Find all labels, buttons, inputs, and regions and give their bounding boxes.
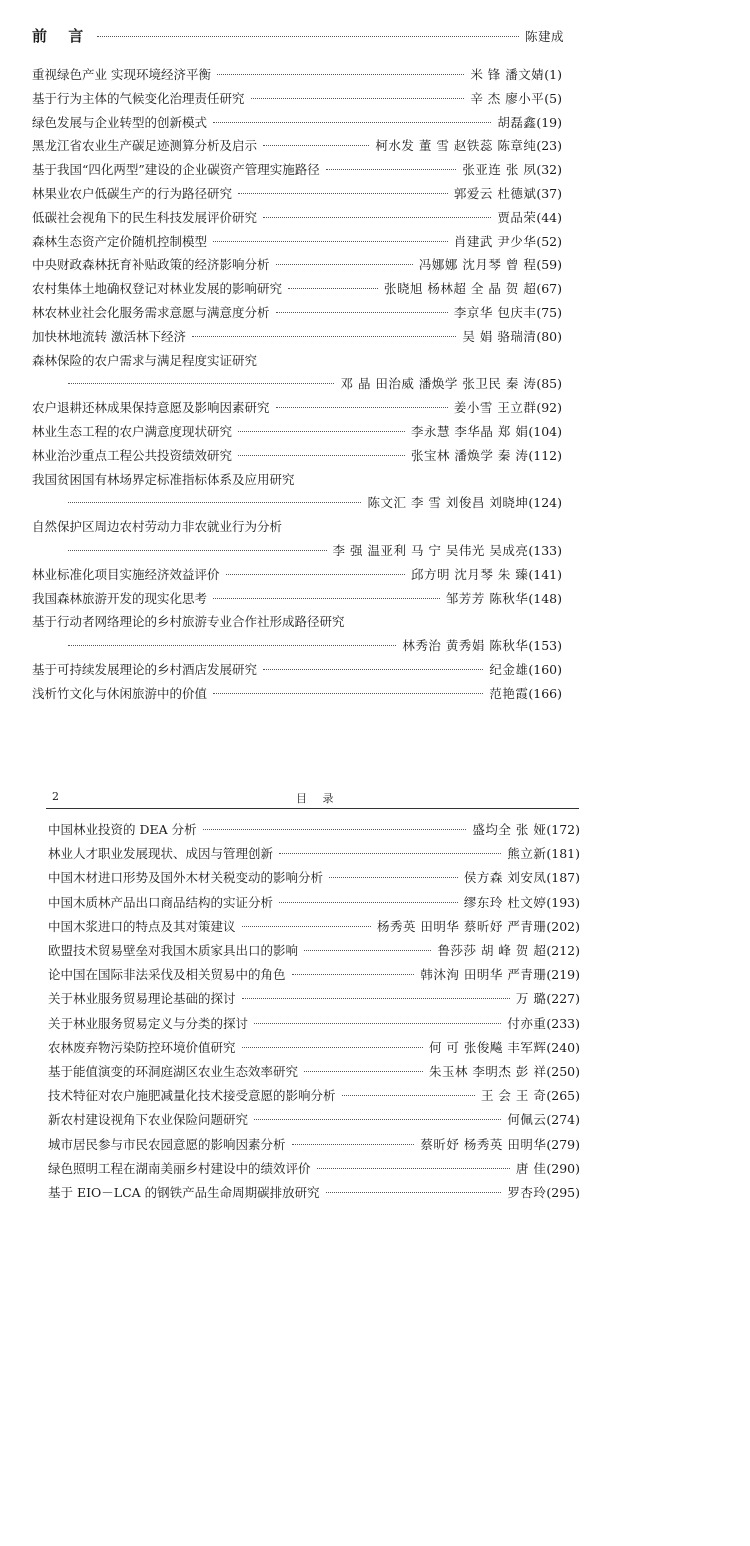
entry-page: (202) [546,918,580,934]
leader-dots [68,383,334,384]
leader-dots [97,36,519,37]
toc-entry[interactable] [48,893,580,913]
entry-authors: 付亦重 [507,1015,547,1031]
entry-page: (265) [546,1088,580,1104]
entry-authors: 鲁莎莎 胡 峰 贺 超 [437,943,547,958]
entry-page: (274) [546,1112,580,1128]
leader-dots [242,926,371,927]
entry-authors: 柯水发 董 雪 赵铁蕊 陈章纯 [375,138,537,154]
entry-page: (85) [536,376,562,392]
toc-entry[interactable] [32,517,562,537]
entry-authors: 唐 佳 [515,1160,547,1176]
leader-dots [68,550,327,551]
entry-page: (124) [528,495,562,511]
entry-page: (240) [546,1039,580,1055]
leader-dots [68,645,396,646]
entry-page: (67) [536,281,562,297]
entry-title: 我国贫困国有林场界定标准指标体系及应用研究 [32,471,295,487]
entry-title: 林业人才职业发展现状、成因与管理创新 [48,846,274,862]
entry-authors: 陈文汇 李 雪 刘俊昌 刘晓坤 [367,495,529,511]
toc-entry[interactable] [62,493,562,513]
toc-entry[interactable] [32,255,562,275]
entry-authors: 林秀治 黄秀娟 陈秋华 [402,638,529,654]
entry-title: 绿色发展与企业转型的创新模式 [32,114,208,130]
entry-title: 城市居民参与市民农园意愿的影响因素分析 [48,1136,286,1152]
toc-entry[interactable] [48,820,580,840]
toc-entry[interactable] [32,684,562,704]
leader-dots [213,241,448,242]
entry-authors: 郭爱云 杜德斌 [453,186,537,201]
entry-title: 林果业农户低碳生产的行为路径研究 [32,186,233,201]
entry-authors: 李 强 温亚利 马 宁 吴伟光 吴成亮 [332,543,529,558]
leader-dots [213,122,491,123]
entry-authors: 纪金雄 [489,662,529,677]
toc-entry[interactable] [48,965,580,985]
leader-dots [276,264,413,265]
leader-dots [254,1023,501,1024]
leader-dots [226,574,405,575]
toc-entry[interactable] [48,1135,580,1155]
entry-title: 基于能值演变的环洞庭湖区农业生态效率研究 [48,1064,299,1079]
running-title: 目 录 [296,792,340,805]
entry-page: (32) [536,162,562,178]
entry-page: (141) [528,566,562,582]
toc-entry[interactable] [32,113,562,133]
entry-page: (75) [536,305,562,320]
leader-dots [242,1047,423,1048]
leader-dots [263,145,369,146]
entry-title: 黑龙江省农业生产碳足迹测算分析及启示 [32,138,258,154]
entry-authors: 张宝林 潘焕学 秦 涛 [410,447,529,463]
toc-entry[interactable] [32,327,562,347]
entry-authors: 罗杏玲 [507,1185,547,1200]
entry-authors: 何佩云 [507,1112,547,1128]
leader-dots [238,431,405,432]
entry-title: 森林生态资产定价随机控制模型 [32,233,208,249]
leader-dots [242,998,510,999]
leader-dots [276,407,448,408]
entry-title: 绿色照明工程在湖南美丽乡村建设中的绩效评价 [48,1160,311,1176]
entry-authors: 范艳霞 [489,685,529,701]
entry-authors: 王 会 王 奇 [480,1088,547,1104]
leader-dots [238,455,405,456]
leader-dots [213,693,483,694]
leader-dots [68,502,361,503]
entry-title: 基于行为主体的气候变化治理责任研究 [32,90,245,106]
entry-title: 技术特征对农户施肥减量化技术接受意愿的影响分析 [48,1088,336,1104]
leader-dots [217,74,464,75]
entry-authors: 张亚连 张 夙 [462,162,537,178]
entry-title: 论中国在国际非法采伐及相关贸易中的角色 [48,967,286,983]
entry-page: (52) [536,233,562,249]
leader-dots [317,1168,510,1169]
entry-page: (23) [536,138,562,154]
entry-title: 新农村建设视角下农业保险问题研究 [48,1112,249,1128]
leader-dots [292,974,415,975]
toc-entry[interactable] [32,89,562,109]
toc-entry[interactable] [48,1062,580,1082]
entry-page: (227) [546,991,580,1007]
toc-entry[interactable] [32,612,562,632]
entry-authors: 侯方森 刘安凤 [463,870,547,886]
leader-dots [254,1119,501,1120]
entry-page: (172) [546,822,580,837]
entry-page: (1) [544,67,562,82]
entry-title: 我国森林旅游开发的现实化思考 [32,590,208,606]
preface-author: 陈建成 [524,29,564,44]
entry-authors: 邓 晶 田治威 潘焕学 张卫民 秦 涛 [340,376,537,392]
toc-entry[interactable] [32,660,562,680]
entry-authors: 熊立新 [507,846,547,862]
entry-title: 中国木浆进口的特点及其对策建议 [48,918,236,934]
toc-entry[interactable] [32,446,562,466]
entry-authors: 盛均全 张 娅 [472,822,547,837]
toc-entry[interactable] [32,470,562,490]
entry-title: 加快林地流转 激活林下经济 [32,328,186,344]
leader-dots [288,288,378,289]
entry-authors: 韩沐洵 田明华 严青珊 [420,967,547,983]
toc-entry[interactable] [62,541,562,561]
entry-title: 林业标准化项目实施经济效益评价 [32,566,220,582]
preface-entry[interactable] [32,26,564,46]
entry-authors: 吴 娟 骆瑞清 [462,328,537,344]
toc-entry[interactable] [48,917,580,937]
entry-page: (148) [528,590,562,606]
toc-entry[interactable] [48,1159,580,1179]
leader-dots [329,877,458,878]
entry-page: (59) [536,257,562,273]
preface-title: 前 言 [32,27,92,45]
toc-entry[interactable] [48,1014,580,1034]
toc-entry[interactable] [32,565,562,585]
entry-authors: 姜小雪 王立群 [453,400,537,416]
leader-dots [251,98,465,99]
entry-title: 中国林业投资的 DEA 分析 [48,822,197,837]
leader-dots [279,902,458,903]
entry-title: 林业治沙重点工程公共投资绩效研究 [32,447,233,463]
entry-title: 中国木质林产品出口商品结构的实证分析 [48,894,274,910]
entry-title: 中央财政森林抚育补贴政策的经济影响分析 [32,257,270,273]
entry-page: (44) [536,209,562,225]
entry-authors: 冯娜娜 沈月琴 曾 程 [418,257,537,273]
leader-dots [203,829,467,830]
entry-title: 森林保险的农户需求与满足程度实证研究 [32,352,258,368]
entry-page: (193) [546,894,580,910]
leader-dots [304,1071,423,1072]
toc-entry[interactable] [32,160,562,180]
entry-page: (212) [546,943,580,958]
leader-dots [326,1192,502,1193]
entry-authors: 万 璐 [515,991,547,1007]
entry-page: (187) [546,870,580,886]
entry-page: (112) [528,447,562,463]
toc-entry[interactable] [32,422,562,442]
entry-title: 关于林业服务贸易定义与分类的探讨 [48,1015,249,1031]
entry-title: 浅析竹文化与休闲旅游中的价值 [32,685,208,701]
toc-entry[interactable] [32,398,562,418]
entry-page: (133) [528,543,562,558]
entry-authors: 杨秀英 田明华 蔡昕妤 严青珊 [376,918,547,934]
toc-entry[interactable] [32,65,562,85]
entry-title: 基于行动者网络理论的乡村旅游专业合作社形成路径研究 [32,614,345,630]
leader-dots [263,669,483,670]
entry-authors: 李永慧 李华晶 郑 娟 [410,424,529,439]
entry-title: 低碳社会视角下的民生科技发展评价研究 [32,209,258,225]
toc-entry[interactable] [32,589,562,609]
toc-entry[interactable] [32,303,562,323]
entry-page: (37) [536,186,562,201]
toc-entry[interactable] [48,1110,580,1130]
entry-authors: 李京华 包庆丰 [453,305,537,320]
toc-entry[interactable] [48,1183,580,1203]
leader-dots [238,193,448,194]
entry-page: (92) [536,400,562,416]
entry-authors: 邹芳芳 陈秋华 [445,590,529,606]
page-header [46,790,579,809]
toc-entry[interactable] [48,1038,580,1058]
entry-page: (153) [528,638,562,654]
leader-dots [263,217,491,218]
entry-title: 自然保护区周边农村劳动力非农就业行为分析 [32,519,283,535]
entry-title: 关于林业服务贸易理论基础的探讨 [48,991,236,1007]
entry-authors: 肖建武 尹少华 [453,233,537,249]
entry-authors: 缪东玲 杜文婷 [463,894,547,910]
toc-entry[interactable] [48,941,580,961]
leader-dots [213,598,440,599]
entry-page: (295) [546,1185,580,1200]
entry-title: 农村集体土地确权登记对林业发展的影响研究 [32,281,283,297]
entry-authors: 张晓旭 杨林超 全 晶 贺 超 [383,281,537,297]
entry-title: 基于 EIO－LCA 的钢铁产品生命周期碳排放研究 [48,1185,320,1200]
toc-entry[interactable] [32,351,562,371]
entry-page: (279) [546,1136,580,1152]
toc-entry[interactable] [32,279,562,299]
leader-dots [279,853,501,854]
toc-entry[interactable] [32,136,562,156]
toc-entry[interactable] [32,208,562,228]
entry-authors: 胡磊鑫 [497,114,537,130]
leader-dots [276,312,448,313]
page-number: 2 [52,790,59,803]
entry-title: 林业生态工程的农户满意度现状研究 [32,424,233,439]
entry-title: 农户退耕还林成果保持意愿及影响因素研究 [32,400,270,416]
toc-entry[interactable] [48,844,580,864]
entry-title: 基于可持续发展理论的乡村酒店发展研究 [32,662,258,677]
entry-title: 农林废弃物污染防控环境价值研究 [48,1039,236,1055]
leader-dots [342,1095,475,1096]
entry-title: 欧盟技术贸易壁垒对我国木质家具出口的影响 [48,943,299,958]
leader-dots [192,336,456,337]
entry-page: (181) [546,846,580,862]
entry-page: (290) [546,1160,580,1176]
entry-title: 重视绿色产业 实现环境经济平衡 [32,67,211,82]
entry-title: 林农林业社会化服务需求意愿与满意度分析 [32,305,270,320]
entry-page: (233) [546,1015,580,1031]
entry-authors: 朱玉林 李明杰 彭 祥 [428,1064,547,1079]
toc-entry[interactable] [48,989,580,1009]
entry-authors: 何 可 张俊飚 丰军辉 [428,1039,547,1055]
entry-page: (250) [546,1064,580,1079]
entry-authors: 辛 杰 廖小平 [470,90,545,106]
entry-page: (160) [528,662,562,677]
toc-entry[interactable] [32,184,562,204]
toc-entry[interactable] [32,232,562,252]
entry-page: (80) [536,328,562,344]
entry-page: (19) [536,114,562,130]
entry-page: (104) [528,424,562,439]
leader-dots [326,169,457,170]
entry-authors: 贾品荣 [497,209,537,225]
toc-entry[interactable] [62,374,562,394]
entry-title: 基于我国“四化两型”建设的企业碳资产管理实施路径 [32,162,320,178]
entry-authors: 邱方明 沈月琴 朱 臻 [410,566,529,582]
entry-authors: 米 锋 潘文婧 [470,67,545,82]
entry-page: (166) [528,685,562,701]
entry-title: 中国木材进口形势及国外木材关税变动的影响分析 [48,870,324,886]
entry-authors: 蔡昕妤 杨秀英 田明华 [420,1136,547,1152]
toc-entry[interactable] [48,1086,580,1106]
toc-entry[interactable] [62,636,562,656]
leader-dots [304,950,431,951]
toc-entry[interactable] [48,868,580,888]
entry-page: (5) [544,90,562,106]
entry-page: (219) [546,967,580,983]
leader-dots [292,1144,415,1145]
